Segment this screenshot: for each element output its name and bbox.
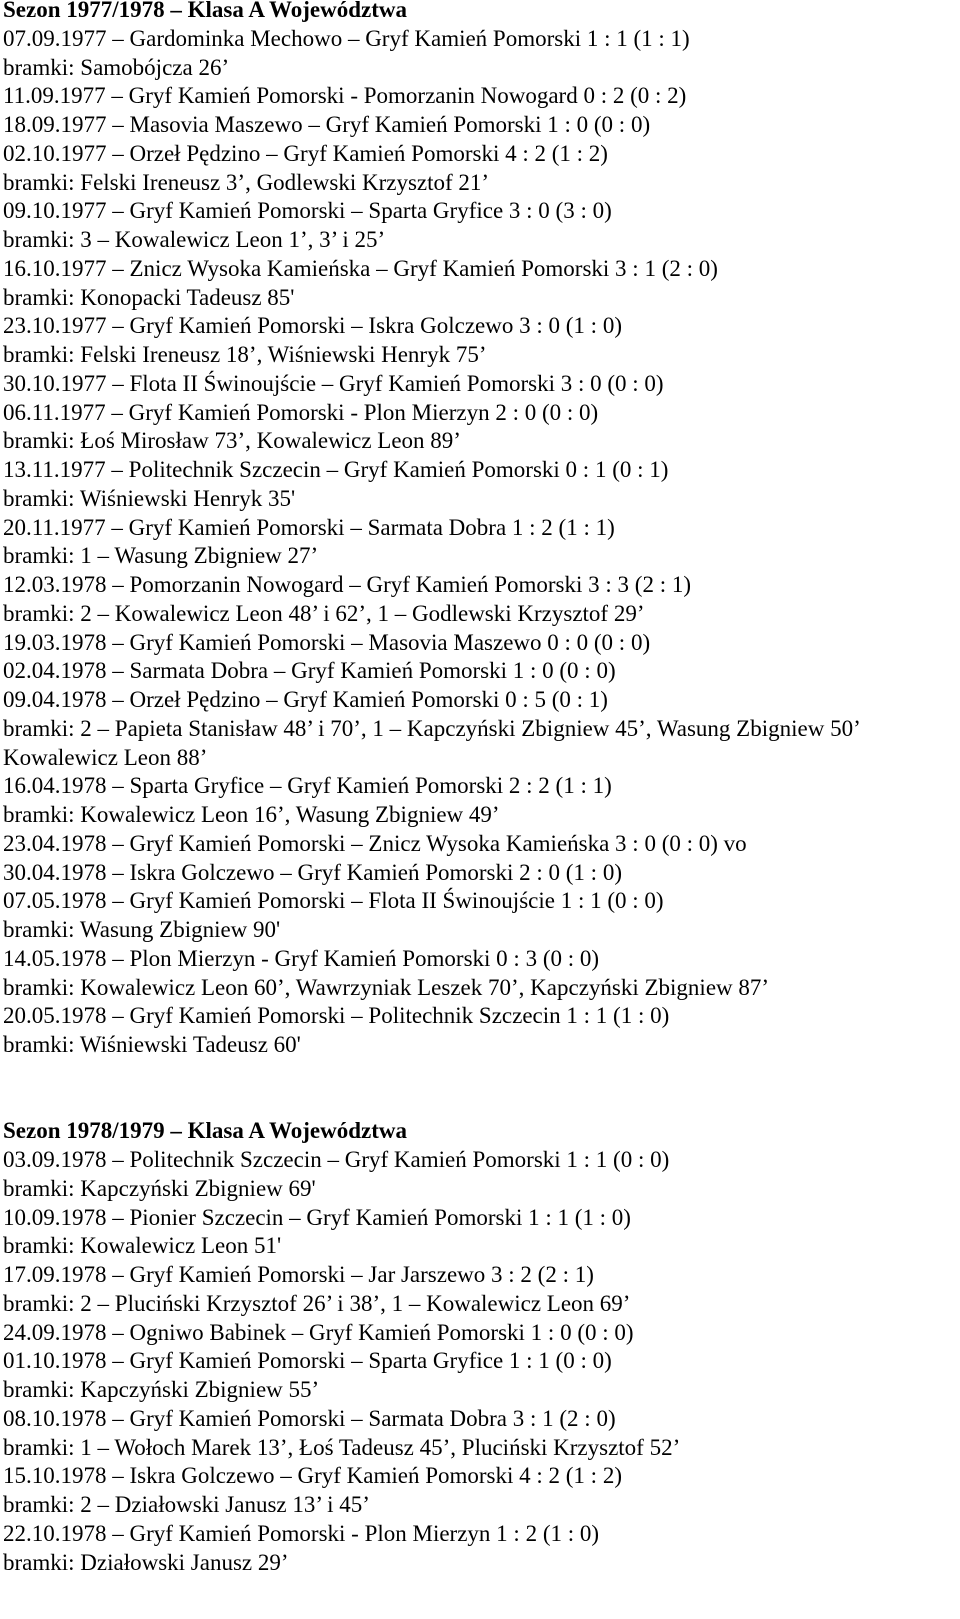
goals-line: bramki: Działowski Janusz 29’ [3, 1549, 289, 1575]
goals-line: bramki: 2 – Pluciński Krzysztof 26’ i 38’, 1 – Kowalewicz Leon 69’ [3, 1290, 631, 1316]
goals-line: bramki: Kowalewicz Leon 60’, Wawrzyniak Leszek 70’, Kapczyński Zbigniew 87’ [3, 974, 770, 1000]
match-line: 23.10.1977 – Gryf Kamień Pomorski – Iskra Golczewo 3 : 0 (1 : 0) [3, 313, 622, 339]
goals-line: bramki: 2 – Działowski Janusz 13’ i 45’ [3, 1492, 370, 1517]
match-line: 16.04.1978 – Sparta Gryfice – Gryf Kamień Pomorski 2 : 2 (1 : 1) [3, 773, 612, 799]
match-line: 17.09.1978 – Gryf Kamień Pomorski – Jar Jarszewo 3 : 2 (2 : 1) [3, 1262, 594, 1287]
goals-line: bramki: Kapczyński Zbigniew 69' [3, 1175, 316, 1201]
season-1978-1979 [3, 1117, 953, 1577]
match-line: 24.09.1978 – Ogniwo Babinek – Gryf Kamień Pomorski 1 : 0 (0 : 0) [3, 1319, 634, 1345]
match-line: 30.10.1977 – Flota II Świnoujście – Gryf Kamień Pomorski 3 : 0 (0 : 0) [3, 370, 664, 396]
match-line: 15.10.1978 – Iskra Golczewo – Gryf Kamień Pomorski 4 : 2 (1 : 2) [3, 1463, 622, 1489]
match-line: 12.03.1978 – Pomorzanin Nowogard – Gryf Kamień Pomorski 3 : 3 (2 : 1) [3, 572, 692, 597]
match-line: 18.09.1977 – Masovia Maszewo – Gryf Kamień Pomorski 1 : 0 (0 : 0) [3, 112, 651, 137]
match-line: 03.09.1978 – Politechnik Szczecin – Gryf Kamień Pomorski 1 : 1 (0 : 0) [3, 1147, 670, 1172]
goals-line: bramki: Wiśniewski Henryk 35' [3, 485, 296, 511]
match-line: 14.05.1978 – Plon Mierzyn - Gryf Kamień Pomorski 0 : 3 (0 : 0) [3, 945, 600, 971]
goals-line: bramki: 1 – Wołoch Marek 13’, Łoś Tadeusz 45’, Pluciński Krzysztof 52’ [3, 1434, 681, 1460]
season-1977-1978 [3, 0, 953, 1060]
match-line: 02.04.1978 – Sarmata Dobra – Gryf Kamień Pomorski 1 : 0 (0 : 0) [3, 658, 616, 684]
goals-line: bramki: 2 – Papieta Stanisław 48’ i 70’, 1 – Kapczyński Zbigniew 45’, Wasung Zbigniew 50’ Kowalewicz Leon 88’ [3, 715, 860, 770]
season-heading: Sezon 1977/1978 – Klasa A Województwa [3, 0, 408, 22]
match-line: 09.04.1978 – Orzeł Pędzino – Gryf Kamień Pomorski 0 : 5 (0 : 1) [3, 687, 608, 712]
goals-line: bramki: Kowalewicz Leon 51' [3, 1233, 282, 1259]
match-line: 02.10.1977 – Orzeł Pędzino – Gryf Kamień Pomorski 4 : 2 (1 : 2) [3, 140, 608, 166]
goals-line: bramki: Samobójcza 26’ [3, 54, 230, 80]
goals-line: bramki: Felski Ireneusz 18’, Wiśniewski Henryk 75’ [3, 342, 487, 367]
match-line: 19.03.1978 – Gryf Kamień Pomorski – Masovia Maszewo 0 : 0 (0 : 0) [3, 629, 651, 655]
match-line: 30.04.1978 – Iskra Golczewo – Gryf Kamień Pomorski 2 : 0 (1 : 0) [3, 859, 622, 885]
section-spacer [3, 1060, 953, 1118]
match-line: 08.10.1978 – Gryf Kamień Pomorski – Sarmata Dobra 3 : 1 (2 : 0) [3, 1405, 616, 1431]
goals-line: bramki: 2 – Kowalewicz Leon 48’ i 62’, 1 – Godlewski Krzysztof 29’ [3, 600, 645, 626]
match-line: 11.09.1977 – Gryf Kamień Pomorski - Pomorzanin Nowogard 0 : 2 (0 : 2) [3, 83, 687, 109]
match-line: 13.11.1977 – Politechnik Szczecin – Gryf Kamień Pomorski 0 : 1 (0 : 1) [3, 457, 669, 482]
match-line: 10.09.1978 – Pionier Szczecin – Gryf Kamień Pomorski 1 : 1 (1 : 0) [3, 1204, 631, 1230]
match-line: 20.11.1977 – Gryf Kamień Pomorski – Sarmata Dobra 1 : 2 (1 : 1) [3, 514, 615, 540]
document-page [3, 0, 953, 1577]
goals-line: bramki: Wasung Zbigniew 90' [3, 917, 281, 942]
goals-line: bramki: 1 – Wasung Zbigniew 27’ [3, 543, 319, 569]
goals-line: bramki: Wiśniewski Tadeusz 60' [3, 1032, 301, 1057]
match-line: 09.10.1977 – Gryf Kamień Pomorski – Sparta Gryfice 3 : 0 (3 : 0) [3, 198, 612, 224]
match-line: 07.05.1978 – Gryf Kamień Pomorski – Flota II Świnoujście 1 : 1 (0 : 0) [3, 888, 664, 914]
goals-line: bramki: Kapczyński Zbigniew 55’ [3, 1377, 320, 1402]
match-line: 22.10.1978 – Gryf Kamień Pomorski - Plon Mierzyn 1 : 2 (1 : 0) [3, 1520, 600, 1546]
goals-line: bramki: Łoś Mirosław 73’, Kowalewicz Leon 89’ [3, 428, 461, 454]
match-line: 07.09.1977 – Gardominka Mechowo – Gryf Kamień Pomorski 1 : 1 (1 : 1) [3, 25, 690, 51]
match-line: 20.05.1978 – Gryf Kamień Pomorski – Politechnik Szczecin 1 : 1 (1 : 0) [3, 1003, 670, 1029]
goals-line: bramki: 3 – Kowalewicz Leon 1’, 3’ i 25’ [3, 227, 386, 252]
match-line: 01.10.1978 – Gryf Kamień Pomorski – Sparta Gryfice 1 : 1 (0 : 0) [3, 1348, 612, 1374]
match-line: 23.04.1978 – Gryf Kamień Pomorski – Znicz Wysoka Kamieńska 3 : 0 (0 : 0) vo [3, 830, 747, 856]
goals-line: bramki: Konopacki Tadeusz 85' [3, 284, 295, 310]
season-heading: Sezon 1978/1979 – Klasa A Województwa [3, 1118, 408, 1144]
goals-line: bramki: Kowalewicz Leon 16’, Wasung Zbigniew 49’ [3, 802, 500, 827]
match-line: 16.10.1977 – Znicz Wysoka Kamieńska – Gryf Kamień Pomorski 3 : 1 (2 : 0) [3, 255, 718, 281]
match-line: 06.11.1977 – Gryf Kamień Pomorski - Plon Mierzyn 2 : 0 (0 : 0) [3, 399, 599, 425]
goals-line: bramki: Felski Ireneusz 3’, Godlewski Krzysztof 21’ [3, 169, 490, 195]
